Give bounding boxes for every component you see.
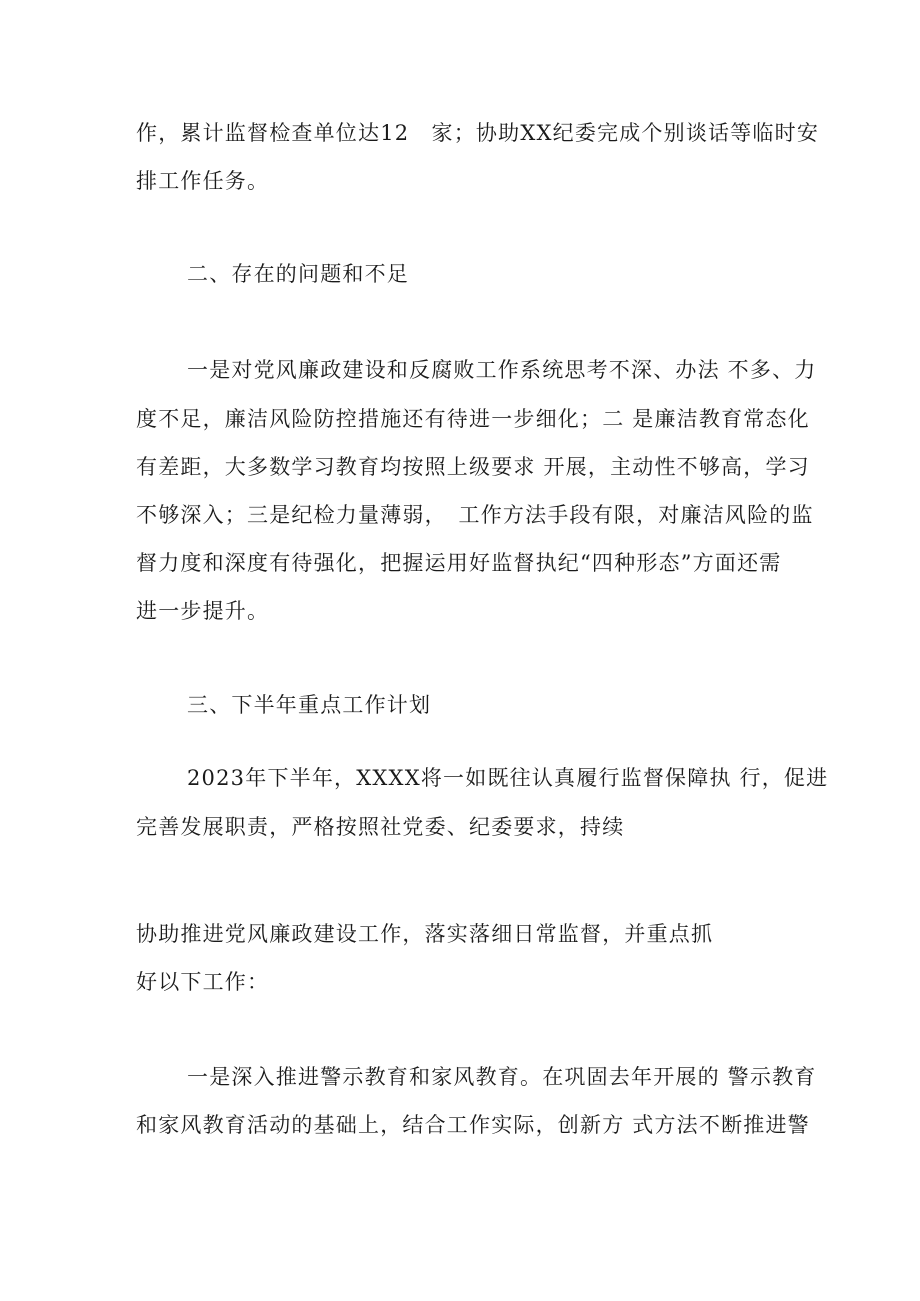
text-line: 和家风教育活动的基础上，结合工作实际，创新方 式方法不断推进警 xyxy=(136,1113,810,1137)
text-line: 2023年下半年，XXXX将一如既往认真履行监督保障执 行，促进 xyxy=(187,766,829,790)
text-line: 好以下工作： xyxy=(136,970,270,994)
text-line: 督力度和深度有待强化，把握运用好监督执纪“四种形态”方面还需 xyxy=(136,551,782,575)
text-line: 度不足，廉洁风险防控措施还有待进一步细化；二 是廉洁教育常态化 xyxy=(136,407,810,431)
text-line: 不够深入；三是纪检力量薄弱， 工作方法手段有限，对廉洁风险的监 xyxy=(136,503,814,527)
text-line: 进一步提升。 xyxy=(136,599,270,623)
section-heading: 二、存在的问题和不足 xyxy=(187,262,409,286)
text-line: 完善发展职责，严格按照社党委、纪委要求，持续 xyxy=(136,815,625,839)
text-line: 作，累计监督检查单位达12 家；协助XX纪委完成个别谈话等临时安 xyxy=(136,121,820,145)
text-line: 一是深入推进警示教育和家风教育。在巩固去年开展的 警示教育 xyxy=(187,1065,817,1089)
text-line: 一是对党风廉政建设和反腐败工作系统思考不深、办法 不多、力 xyxy=(187,358,817,382)
text-line: 有差距，大多数学习教育均按照上级要求 开展，主动性不够高，学习 xyxy=(136,455,810,479)
text-line: 排工作任务。 xyxy=(136,169,270,193)
text-line: 协助推进党风廉政建设工作，落实落细日常监督，并重点抓 xyxy=(136,922,714,946)
section-heading: 三、下半年重点工作计划 xyxy=(187,693,432,717)
